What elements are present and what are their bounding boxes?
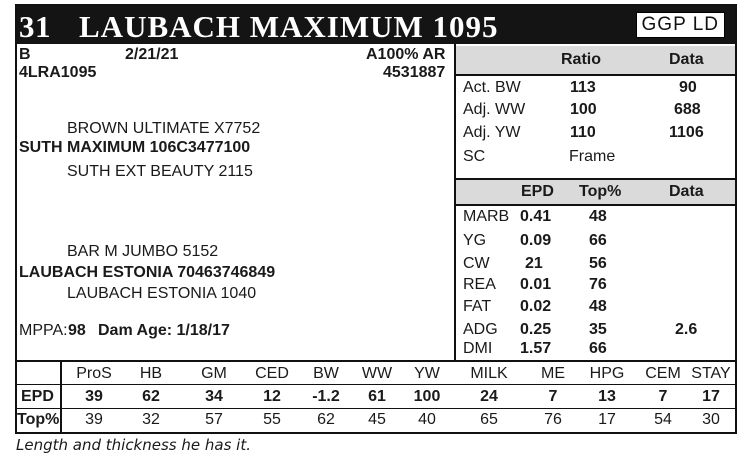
epd-table-label-divider <box>60 362 62 432</box>
registration-number: 4531887 <box>383 64 446 81</box>
ratio-data-header: Data <box>669 51 704 68</box>
carcass-row-label: MARB <box>463 208 510 225</box>
top-percent-value: 40 <box>418 411 436 428</box>
epd-row-label: EPD <box>21 388 54 405</box>
carcass-row-top: 48 <box>589 298 607 315</box>
ratio-row-value: 100 <box>570 101 597 118</box>
carcass-row-epd: 21 <box>525 255 543 272</box>
top-percent-value: 39 <box>85 411 103 428</box>
pedigree-dam-dam: LAUBACH ESTONIA 1040 <box>67 285 257 302</box>
epd-column-header: YW <box>414 365 440 382</box>
carcass-row-label: REA <box>463 276 496 293</box>
pedigree-sire-sire: BROWN ULTIMATE X7752 <box>67 120 261 137</box>
epd-table-row-rule <box>17 408 735 409</box>
epd-value: -1.2 <box>312 388 340 405</box>
pedigree-sire: SUTH MAXIMUM 106C3477100 <box>19 139 251 156</box>
carcass-row-epd: 0.01 <box>520 276 552 293</box>
lot-number: 31 <box>19 9 51 44</box>
pedigree-dam-sire: BAR M JUMBO 5152 <box>67 243 219 260</box>
ratio-row-label: Act. BW <box>463 79 521 96</box>
carcass-row-label: ADG <box>463 321 498 338</box>
mppa-value: 98 <box>68 322 86 339</box>
ratio-row-value: Frame <box>569 148 616 165</box>
ratio-row-data: 688 <box>674 101 701 118</box>
breed-percentage: A100% AR <box>366 46 446 63</box>
top-percent-value: 32 <box>142 411 160 428</box>
epd-value: 39 <box>85 388 103 405</box>
epd-value: 7 <box>658 388 668 405</box>
epd-value: 7 <box>548 388 558 405</box>
ratio-row-label: Adj. YW <box>463 124 521 141</box>
carcass-row-label: YG <box>463 232 487 249</box>
epd-column-header: BW <box>313 365 339 382</box>
top-percent-value: 30 <box>702 411 720 428</box>
carcass-data-header: Data <box>669 183 704 200</box>
carcass-row-epd: 0.09 <box>520 232 552 249</box>
carcass-row-top: 76 <box>589 276 607 293</box>
ratio-row-data: 90 <box>679 79 697 96</box>
epd-value: 12 <box>263 388 281 405</box>
carcass-row-label: FAT <box>463 298 492 315</box>
carcass-epd-header: EPD <box>521 183 554 200</box>
carcass-row-epd: 0.41 <box>520 208 552 225</box>
tattoo: 4LRA1095 <box>19 64 97 81</box>
epd-column-header: ProS <box>76 365 112 382</box>
carcass-row-top: 56 <box>589 255 607 272</box>
top-percent-value: 17 <box>598 411 616 428</box>
top-percent-value: 62 <box>317 411 335 428</box>
epd-column-header: CED <box>255 365 289 382</box>
header-bar <box>17 6 735 44</box>
carcass-row-data: 2.6 <box>675 321 698 338</box>
dam-age: Dam Age: 1/18/17 <box>98 322 230 339</box>
pedigree-sire-dam: SUTH EXT BEAUTY 2115 <box>67 163 253 180</box>
carcass-top-header: Top% <box>579 183 622 200</box>
top-percent-value: 76 <box>544 411 562 428</box>
epd-column-header: HB <box>139 365 163 382</box>
sale-lot-card <box>15 4 737 434</box>
pedigree-dam: LAUBACH ESTONIA 70463746849 <box>19 264 276 281</box>
ratio-row-label: Adj. WW <box>463 101 526 118</box>
top-row-label: Top% <box>17 411 60 428</box>
carcass-row-label: CW <box>463 255 490 272</box>
epd-table-header-rule <box>17 384 735 385</box>
birth-date: 2/21/21 <box>125 46 179 63</box>
animal-name: LAUBACH MAXIMUM 1095 <box>79 9 499 44</box>
epd-value: 62 <box>142 388 160 405</box>
ggp-badge: GGP LD <box>636 12 725 38</box>
top-percent-value: 55 <box>263 411 281 428</box>
lot-comment: Length and thickness he has it. <box>16 436 251 454</box>
epd-column-header: STAY <box>691 365 731 382</box>
epd-value: 13 <box>598 388 616 405</box>
carcass-row-epd: 0.02 <box>520 298 552 315</box>
carcass-row-epd: 1.57 <box>520 340 552 357</box>
ratio-row-value: 110 <box>570 124 596 141</box>
ratio-row-label: SC <box>463 148 486 165</box>
top-percent-value: 45 <box>368 411 386 428</box>
epd-value: 100 <box>413 388 441 405</box>
ratio-header: Ratio <box>561 51 601 68</box>
ratio-row-value: 113 <box>570 79 596 96</box>
carcass-header-rule <box>456 204 735 206</box>
carcass-row-label: DMI <box>463 340 493 357</box>
epd-column-header: WW <box>361 365 393 382</box>
top-percent-value: 65 <box>480 411 498 428</box>
carcass-row-epd: 0.25 <box>520 321 552 338</box>
mppa-label: MPPA: <box>19 322 68 339</box>
epd-column-header: CEM <box>645 365 681 382</box>
carcass-row-top: 66 <box>589 340 607 357</box>
carcass-row-top: 48 <box>589 208 607 225</box>
top-percent-value: 57 <box>205 411 223 428</box>
epd-value: 24 <box>480 388 498 405</box>
epd-column-header: MILK <box>470 365 508 382</box>
epd-value: 61 <box>368 388 386 405</box>
ratio-header-rule <box>456 74 735 76</box>
ratio-row-data: 1106 <box>669 124 704 141</box>
sex-code: B <box>19 46 31 63</box>
epd-column-header: GM <box>201 365 227 382</box>
epd-value: 34 <box>205 388 223 405</box>
top-percent-value: 54 <box>654 411 672 428</box>
carcass-row-top: 35 <box>589 321 607 338</box>
epd-column-header: ME <box>541 365 565 382</box>
epd-value: 17 <box>702 388 720 405</box>
epd-table <box>17 362 735 432</box>
epd-column-header: HPG <box>589 365 625 382</box>
carcass-row-top: 66 <box>589 232 607 249</box>
